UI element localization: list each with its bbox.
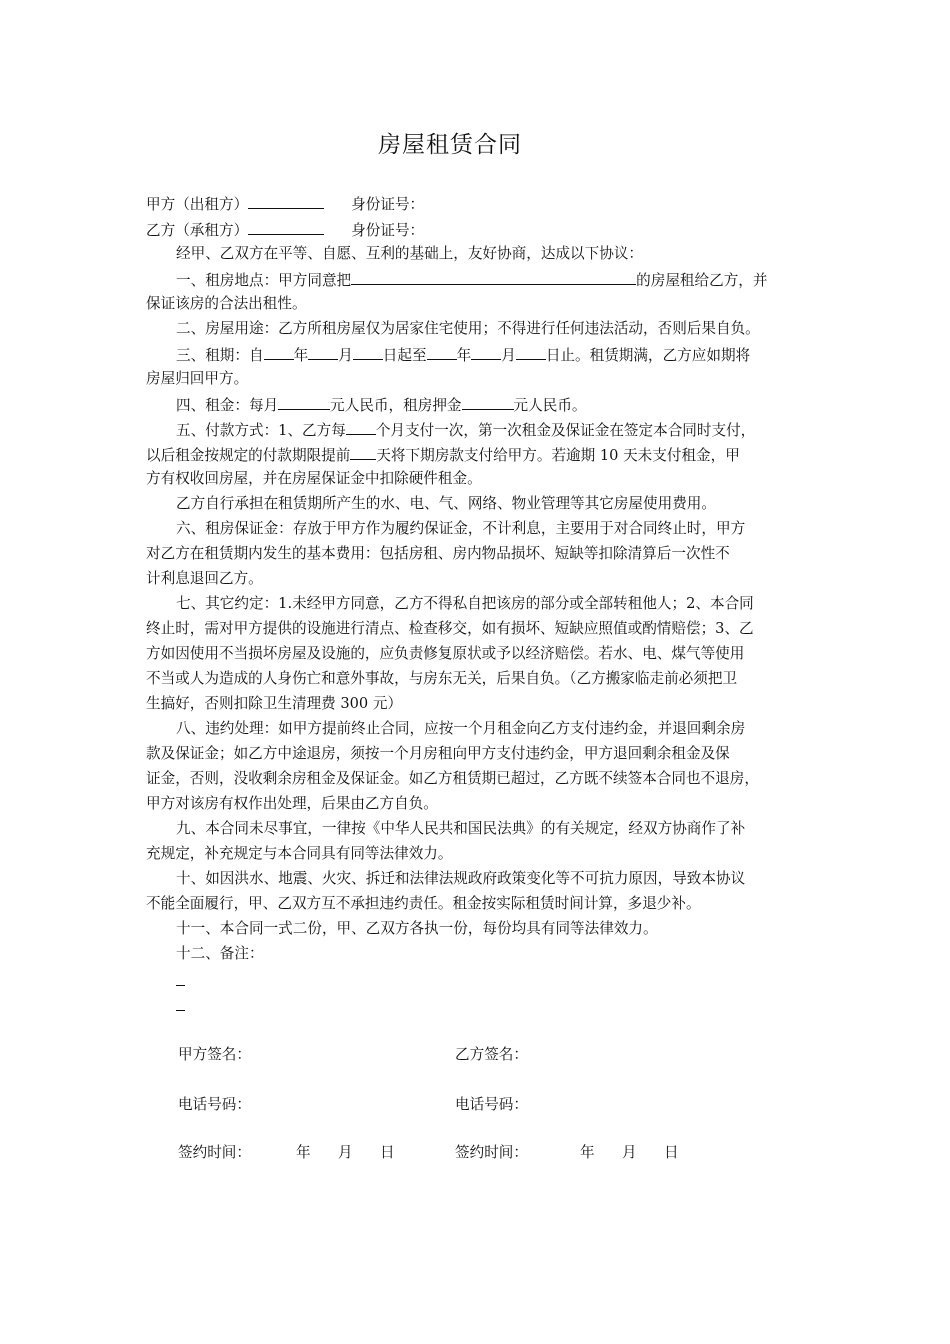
clause-6-line-2: 对乙方在租赁期内发生的基本费用：包括房租、房内物品损坏、短缺等扣除清算后一次性不 xyxy=(146,545,730,562)
start-day-blank[interactable] xyxy=(353,344,383,360)
advance-days-blank[interactable] xyxy=(350,444,376,460)
party-a-signature-label: 甲方签名： xyxy=(178,1046,251,1063)
intro-line: 经甲、乙双方在平等、自愿、互利的基础上，友好协商，达成以下协议： xyxy=(176,245,644,262)
clause-9-line: 九、本合同未尽事宜，一律按《中华人民共和国民法典》的有关规定，经双方协商作了补 xyxy=(176,820,746,837)
party-a-date-day: 日 xyxy=(380,1144,395,1161)
clause-7-line-3: 方如因使用不当损坏房屋及设施的，应负责修复原状或予以经济赔偿。若水、电、煤气等使用 xyxy=(146,645,745,662)
party-b-signature-label: 乙方签名： xyxy=(455,1046,528,1063)
deposit-blank[interactable] xyxy=(462,394,514,410)
remark-line-1[interactable] xyxy=(176,985,185,986)
party-a-label: 甲方（出租方） xyxy=(146,196,249,213)
party-a-date-label: 签约时间： xyxy=(178,1144,251,1161)
party-a-date-month: 月 xyxy=(338,1144,353,1161)
clause-1-line: 一、租房地点：甲方同意把 的房屋租给乙方，并 xyxy=(176,269,811,291)
clause-7-line-5: 生搞好，否则扣除卫生清理费 300 元） xyxy=(146,695,403,712)
start-year-blank[interactable] xyxy=(264,344,294,360)
page-title: 房屋租赁合同 xyxy=(378,132,522,158)
utilities-line: 乙方自行承担在租赁期所产生的水、电、气、网络、物业管理等其它房屋使用费用。 xyxy=(176,495,716,512)
clause-5-line-3: 方有权收回房屋，并在房屋保证金中扣除硬件租金。 xyxy=(146,470,482,487)
clause-11-line: 十一、本合同一式二份，甲、乙双方各执一份，每份均具有同等法律效力。 xyxy=(176,920,658,937)
clause-12-line: 十二、备注： xyxy=(176,945,264,962)
clause-1-line-2: 保证该房的合法出租性。 xyxy=(146,295,307,312)
pay-period-blank[interactable] xyxy=(346,419,376,435)
clause-10-line-2: 不能全面履行，甲、乙双方互不承担违约责任。租金按实际租赁时间计算，多退少补。 xyxy=(146,895,701,912)
clause-8-line-4: 甲方对该房有权作出处理，后果由乙方自负。 xyxy=(146,795,438,812)
clause-3-line-2: 房屋归回甲方。 xyxy=(146,370,249,387)
party-b-date-day: 日 xyxy=(664,1144,679,1161)
clause-8-line-3: 证金，否则，没收剩余房租金及保证金。如乙方租赁期已超过，乙方既不续签本合同也不退房， xyxy=(146,770,759,787)
end-year-blank[interactable] xyxy=(427,344,457,360)
end-month-blank[interactable] xyxy=(471,344,501,360)
party-b-name-blank[interactable] xyxy=(248,219,324,235)
monthly-rent-blank[interactable] xyxy=(278,394,330,410)
clause-4-line: 四、租金：每月 元人民币，租房押金 元人民币。 xyxy=(176,394,811,416)
party-b-id-label: 身份证号： xyxy=(351,222,425,239)
remark-line-2[interactable] xyxy=(176,1010,185,1011)
clause-2-line: 二、房屋用途：乙方所租房屋仅为居家住宅使用；不得进行任何违法活动，否则后果自负。 xyxy=(176,320,760,337)
party-b-date-year: 年 xyxy=(580,1144,595,1161)
clause-6-line-3: 计利息退回乙方。 xyxy=(146,570,263,587)
party-a-row xyxy=(146,193,811,215)
clause-7-line-2: 终止时，需对甲方提供的设施进行清点、检查移交，如有损坏、短缺应照值或酌情赔偿；3、乙 xyxy=(146,620,754,637)
party-a-date-year: 年 xyxy=(296,1144,311,1161)
end-day-blank[interactable] xyxy=(516,344,546,360)
clause-7-line: 七、其它约定：1.未经甲方同意，乙方不得私自把该房的部分或全部转租他人；2、本合同 xyxy=(176,595,754,612)
party-b-label: 乙方（承租方） xyxy=(146,222,249,239)
clause-3-line: 三、租期：自 年 月 日起至 年 月 日止。租赁期满，乙方应如期将 xyxy=(176,344,811,366)
clause-5-line-2: 以后租金按规定的付款期限提前 天将下期房款支付给甲方。若逾期 10 天未支付租金，甲 xyxy=(146,444,811,466)
party-b-phone-label: 电话号码： xyxy=(455,1096,528,1113)
party-b-date-month: 月 xyxy=(622,1144,637,1161)
start-month-blank[interactable] xyxy=(308,344,338,360)
clause-8-line: 八、违约处理：如甲方提前终止合同，应按一个月租金向乙方支付违约金，并退回剩余房 xyxy=(176,720,746,737)
party-b-date-label: 签约时间： xyxy=(455,1144,528,1161)
clause-8-line-2: 款及保证金；如乙方中途退房，须按一个月房租向甲方支付违约金，甲方退回剩余租金及保 xyxy=(146,745,730,762)
clause-7-line-4: 不当或人为造成的人身伤亡和意外事故，与房东无关，后果自负。（乙方搬家临走前必须把卫 xyxy=(146,670,738,687)
clause-9-line-2: 充规定，补充规定与本合同具有同等法律效力。 xyxy=(146,845,453,862)
clause-10-line: 十、如因洪水、地震、火灾、拆迁和法律法规政府政策变化等不可抗力原因，导致本协议 xyxy=(176,870,746,887)
clause-5-line: 五、付款方式：1、乙方每 个月支付一次，第一次租金及保证金在签定本合同时支付， xyxy=(176,419,811,441)
party-a-id-label: 身份证号： xyxy=(351,196,425,213)
party-a-name-blank[interactable] xyxy=(248,193,324,209)
address-blank[interactable] xyxy=(351,269,636,285)
party-a-phone-label: 电话号码： xyxy=(178,1096,251,1113)
party-b-row xyxy=(146,219,811,241)
clause-6-line: 六、租房保证金：存放于甲方作为履约保证金，不计利息，主要用于对合同终止时，甲方 xyxy=(176,520,746,537)
